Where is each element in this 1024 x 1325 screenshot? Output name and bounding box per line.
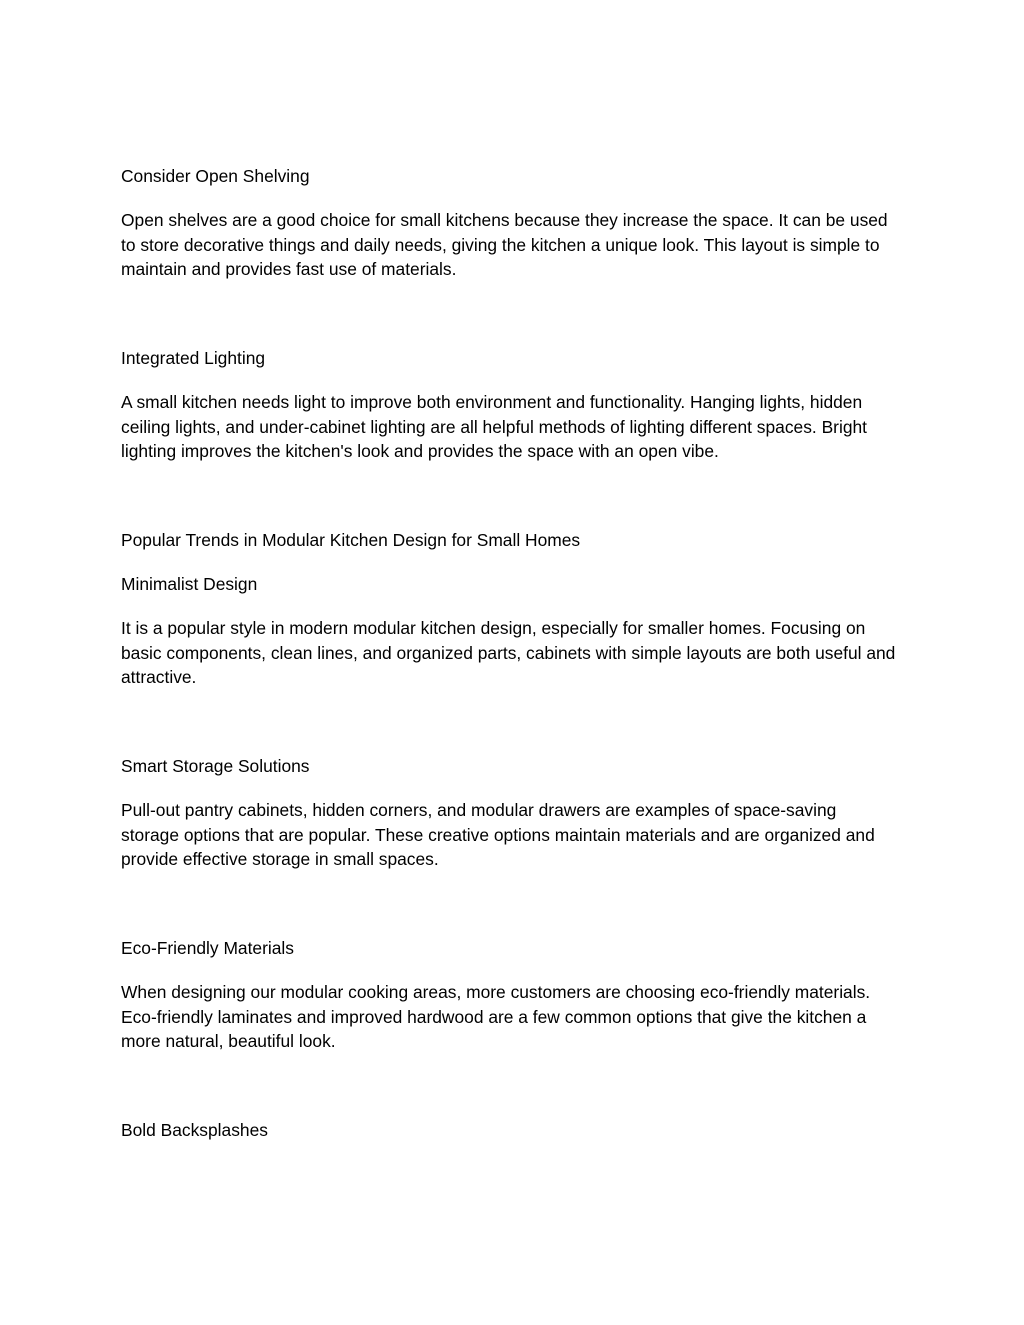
paragraph-smart-storage: Pull-out pantry cabinets, hidden corners, and modular drawers are examples of space-saving storage options that are popular. These creative options maintain materials and are organized and provide effective storage in small spaces. <box>121 800 875 869</box>
heading-open-shelving: Consider Open Shelving <box>121 166 310 186</box>
heading-popular-trends: Popular Trends in Modular Kitchen Design for Small Homes <box>121 530 581 550</box>
heading-smart-storage: Smart Storage Solutions <box>121 756 310 776</box>
paragraph-integrated-lighting: A small kitchen needs light to improve both environment and functionality. Hanging lights, hidden ceiling lights, and under-cabinet lighting are all helpful methods of lighting different spaces. Bright lighting improves the kitchen's look and provides the space with an open vibe. <box>121 392 867 461</box>
heading-bold-backsplashes: Bold Backsplashes <box>121 1120 268 1140</box>
heading-eco-friendly: Eco-Friendly Materials <box>121 938 294 958</box>
paragraph-open-shelving: Open shelves are a good choice for small kitchens because they increase the space. It can be used to store decorative things and daily needs, giving the kitchen a unique look. This layout is simple to maintain and provides fast use of materials. <box>121 210 888 279</box>
heading-integrated-lighting: Integrated Lighting <box>121 348 266 368</box>
paragraph-eco-friendly: When designing our modular cooking areas, more customers are choosing eco-friendly materials. Eco-friendly laminates and improved hardwood are a few common options that give the kitchen a more natural, beautiful look. <box>121 982 871 1051</box>
heading-minimalist-design: Minimalist Design <box>121 574 258 594</box>
paragraph-minimalist-design: It is a popular style in modern modular kitchen design, especially for smaller homes. Focusing on basic components, clean lines, and organized parts, cabinets with simple layouts are both useful and attractive. <box>121 618 896 687</box>
